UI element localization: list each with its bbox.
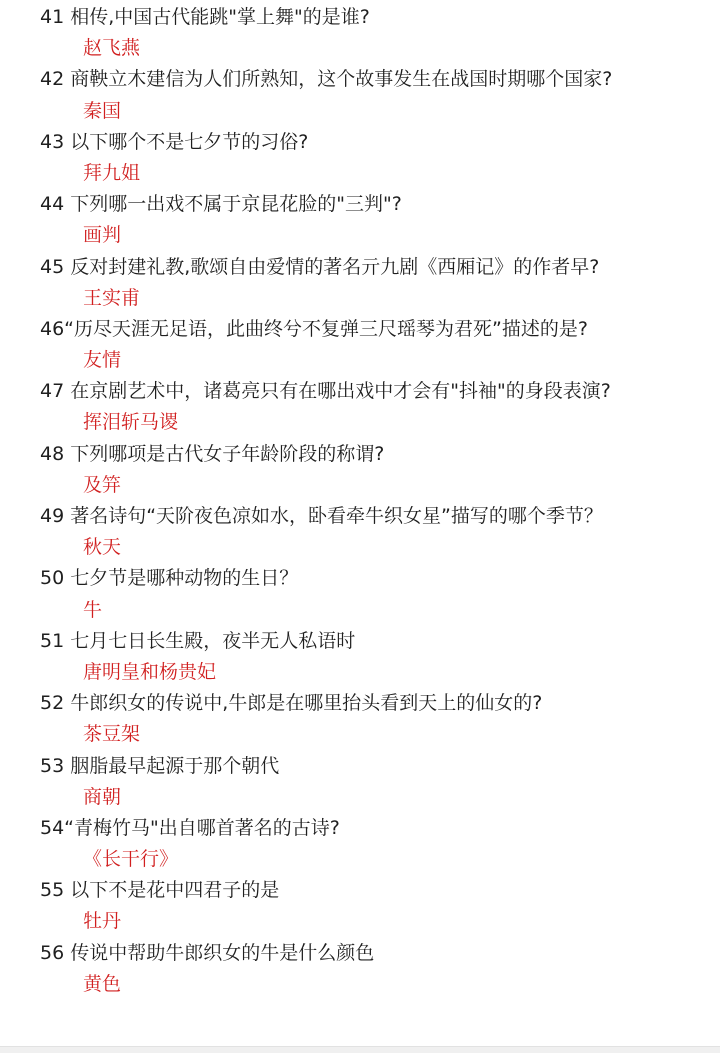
question-text: 43 以下哪个不是七夕节的习俗?: [40, 130, 309, 153]
answer-text: 秦国: [83, 99, 122, 122]
question-text: 42 商鞅立木建信为人们所熟知，这个故事发生在战国时期哪个国家?: [40, 68, 613, 91]
qa-item-55: [0, 875, 720, 937]
qa-item-51: [0, 626, 720, 688]
bottom-divider: [0, 1046, 720, 1053]
answer-text: 挥泪斩马谡: [83, 411, 179, 434]
question-text: 53 胭脂最早起源于那个朝代: [40, 754, 280, 777]
qa-list: [0, 2, 720, 1000]
qa-item-56: [0, 938, 720, 1000]
qa-item-43: [0, 127, 720, 189]
qa-item-42: [0, 64, 720, 126]
answer-text: 牛: [83, 598, 103, 621]
qa-item-45: [0, 252, 720, 314]
question-text: 46“历尽天涯无足语，此曲终兮不复弹三尺瑶琴为君死”描述的是?: [40, 317, 588, 340]
answer-text: 王实甫: [83, 286, 141, 309]
question-text: 55 以下不是花中四君子的是: [40, 879, 280, 902]
qa-item-49: [0, 501, 720, 563]
question-text: 48 下列哪项是古代女子年龄阶段的称谓?: [40, 442, 385, 465]
qa-item-50: [0, 563, 720, 625]
answer-text: 黄色: [83, 972, 122, 995]
qa-item-48: [0, 439, 720, 501]
question-text: 45 反对封建礼教,歌颂自由爱情的著名亓九剧《西厢记》的作者早?: [40, 255, 600, 278]
qa-item-46: [0, 314, 720, 376]
question-text: 56 传说中帮助牛郎织女的牛是什么颜色: [40, 941, 375, 964]
question-text: 50 七夕节是哪种动物的生日？: [40, 567, 299, 590]
answer-text: 友情: [83, 349, 122, 372]
answer-text: 及笄: [83, 473, 122, 496]
question-text: 41 相传,中国古代能跳"掌上舞"的是谁?: [40, 6, 370, 28]
question-text: 52 牛郎织女的传说中,牛郎是在哪里抬头看到天上的仙女的?: [40, 692, 543, 715]
question-text: 54“青梅竹马"出自哪首著名的古诗?: [40, 816, 340, 839]
answer-text: 秋天: [83, 536, 122, 559]
qa-item-41: [0, 2, 720, 64]
qa-item-52: [0, 688, 720, 750]
answer-text: 《长干行》: [83, 848, 179, 871]
qa-item-53: [0, 751, 720, 813]
question-text: 49 著名诗句“天阶夜色凉如水，卧看牵牛织女星”描写的哪个季节？: [40, 505, 603, 527]
answer-text: 画判: [83, 224, 122, 247]
answer-text: 拜九姐: [83, 161, 141, 184]
qa-item-54: [0, 813, 720, 875]
question-text: 47 在京剧艺术中，诸葛亮只有在哪出戏中才会有"抖袖"的身段表演?: [40, 380, 611, 403]
qa-item-44: [0, 189, 720, 251]
question-text: 51 七月七日长生殿，夜半无人私语时: [40, 629, 356, 652]
answer-text: 商朝: [83, 785, 122, 808]
answer-text: 赵飞燕: [83, 37, 141, 60]
answer-text: 茶豆架: [83, 723, 141, 746]
answer-text: 唐明皇和杨贵妃: [83, 660, 217, 683]
qa-item-47: [0, 376, 720, 438]
question-text: 44 下列哪一出戏不属于京昆花脸的"三判"?: [40, 193, 402, 216]
answer-text: 牡丹: [83, 910, 122, 933]
